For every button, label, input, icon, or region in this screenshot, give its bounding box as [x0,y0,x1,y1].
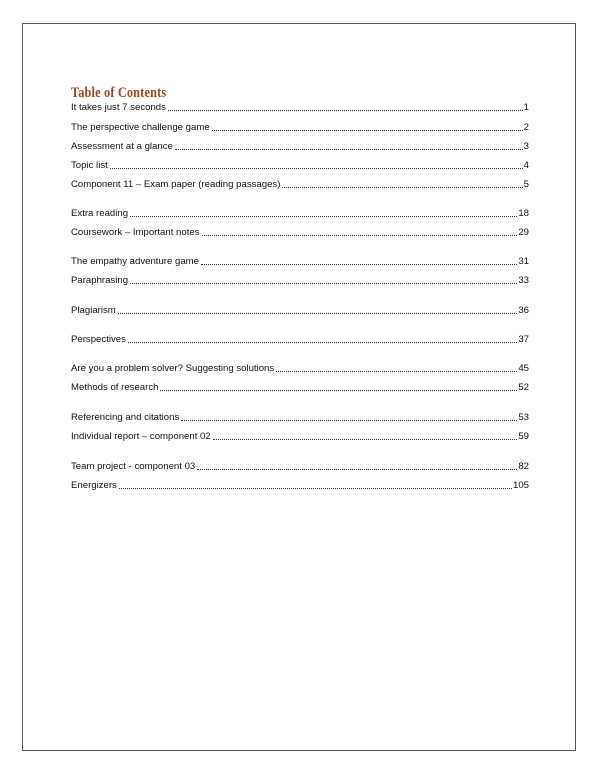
toc-dot-leader [118,313,518,314]
toc-dot-leader [197,469,517,470]
toc-entry-page: 4 [523,160,529,171]
toc-dot-leader [202,235,518,236]
toc-entry-label: Plagiarism [71,305,116,316]
toc-entry [71,101,529,115]
toc-dot-leader [130,283,517,284]
toc-entry [71,362,529,376]
toc-entry-page: 52 [518,382,529,393]
toc-dot-leader [181,420,517,421]
toc-entry [71,479,529,493]
toc-entry-page: 1 [523,102,529,113]
toc-entry-label: Team project - component 03 [71,461,196,472]
toc-entry [71,255,529,269]
toc-dot-leader [213,439,518,440]
toc-entry [71,226,529,240]
toc-dot-leader [212,130,523,131]
toc-entry-label: Energizers [71,480,117,491]
toc-entry-page: 105 [512,480,529,491]
toc-entry-label: Are you a problem solver? Suggesting solutions [71,363,275,374]
toc-entry [71,178,529,192]
toc-entry-page: 31 [518,256,529,267]
toc-entry [71,304,529,318]
toc-entry [71,140,529,154]
toc-dot-leader [110,168,523,169]
toc-entry-page: 3 [523,141,529,152]
toc-entry-page: 2 [523,122,529,133]
toc-entry-label: Methods of research [71,382,159,393]
document-page [22,23,576,751]
toc-entry-label: Perspectives [71,334,126,345]
toc-dot-leader [128,342,517,343]
toc-entry-page: 29 [518,227,529,238]
toc-entry-label: It takes just 7 seconds [71,102,166,113]
toc-entry-page: 59 [518,431,529,442]
toc-entry-page: 36 [518,305,529,316]
toc-entry-label: Coursework – Important notes [71,227,200,238]
toc-entry-label: Individual report – component 02 [71,431,211,442]
toc-entry-label: Topic list [71,160,108,171]
toc-entry-page: 5 [523,179,529,190]
toc-entry-label: Extra reading [71,208,129,219]
toc-dot-leader [119,488,512,489]
toc-dot-leader [201,264,517,265]
toc-entry-label: Component 11 – Exam paper (reading passages) [71,179,281,190]
toc-entry [71,381,529,395]
toc-entry-page: 37 [518,334,529,345]
toc-entry-label: Assessment at a glance [71,141,173,152]
toc-entry [71,411,529,425]
toc-entry [71,207,529,221]
toc-title: Table of Contents [71,85,167,101]
toc-dot-leader [168,110,523,111]
toc-entry [71,274,529,288]
toc-entry [71,430,529,444]
toc-entry-label: Paraphrasing [71,275,129,286]
toc-entry-label: Referencing and citations [71,412,180,423]
toc-dot-leader [130,216,517,217]
toc-entry-page: 45 [518,363,529,374]
toc-entry [71,159,529,173]
toc-entry [71,121,529,135]
toc-dot-leader [160,390,517,391]
toc-entry-page: 82 [518,461,529,472]
toc-entry [71,460,529,474]
toc-entry-page: 53 [518,412,529,423]
toc-entry [71,333,529,347]
toc-dot-leader [175,149,523,150]
toc-dot-leader [282,187,522,188]
toc-entry-label: The perspective challenge game [71,122,210,133]
toc-entry-page: 18 [518,208,529,219]
toc-entry-label: The empathy adventure game [71,256,199,267]
toc-dot-leader [276,371,517,372]
toc-entry-page: 33 [518,275,529,286]
